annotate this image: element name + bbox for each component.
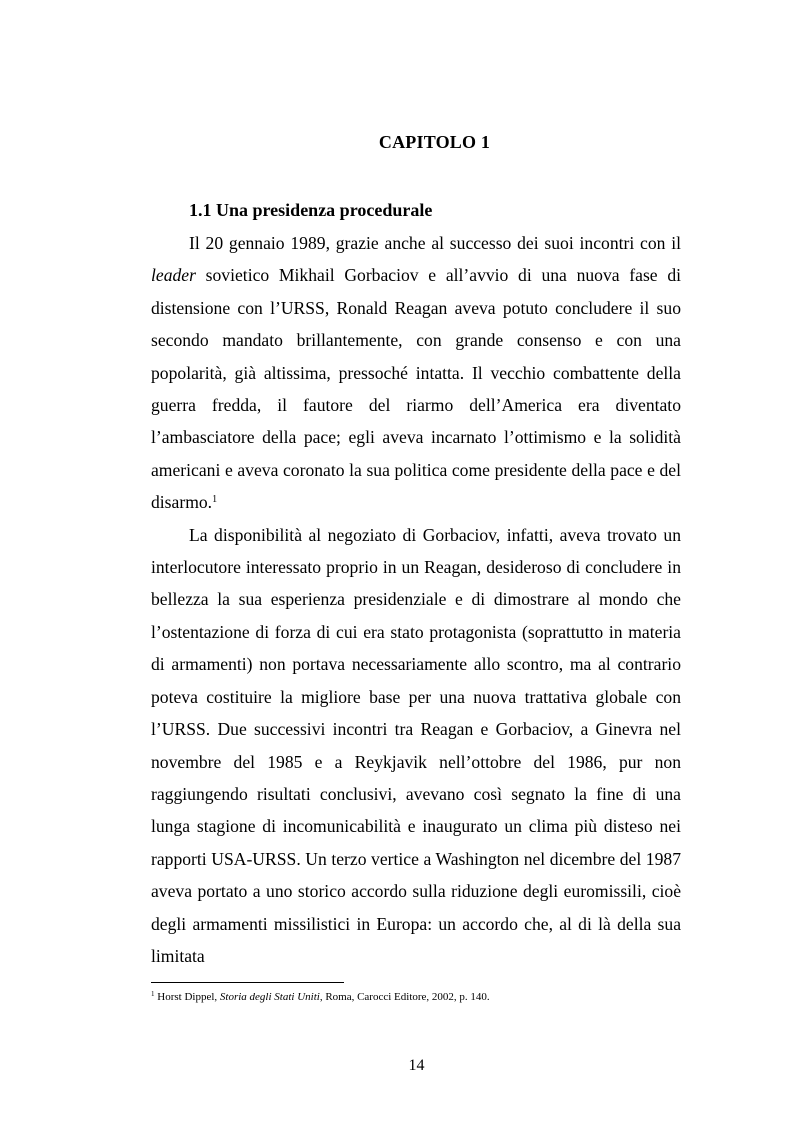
footnote-divider xyxy=(151,982,344,983)
body-text xyxy=(151,227,681,972)
paragraph-1-part-a: Il 20 gennaio 1989, grazie anche al successo dei suoi incontri con il xyxy=(189,233,681,253)
paragraph-1-part-b: sovietico Mikhail Gorbaciov e all’avvio di una nuova fase di distensione con l’URSS, Ronald Reagan aveva potuto concludere il suo secondo mandato brillantemente, con grande consenso e con una popolarità, già altissima, pressoché intatta. Il vecchio combattente della guerra fredda, il fautore del riarmo dell’America era diventato l’ambasciatore della pace; egli aveva incarnato l’ottimismo e la solidità americani e aveva coronato la sua politica come presidente della pace e del disarmo. xyxy=(151,265,681,513)
footnote xyxy=(151,991,490,1003)
paragraph-2: La disponibilità al negoziato di Gorbaciov, infatti, aveva trovato un interlocutore interessato proprio in un Reagan, desideroso di concludere in bellezza la sua esperienza presidenziale e di dimostrare al mondo che l’ostentazione di forza di cui era stato protagonista (soprattutto in materia di armamenti) non portava necessariamente allo scontro, ma al contrario poteva costituire la migliore base per una nuova trattativa globale con l’URSS. Due successivi incontri tra Reagan e Gorbaciov, a Ginevra nel novembre del 1985 e a Reykjavik nell’ottobre del 1986, pur non raggiungendo risultati conclusivi, avevano così segnato la fine di una lunga stagione di incomunicabilità e inaugurato un clima più disteso nei rapporti USA-URSS. Un terzo vertice a Washington nel dicembre del 1987 aveva portato a uno storico accordo sulla riduzione degli euromissili, cioè degli armamenti missilistici in Europa: un accordo che, al di là della sua limitata xyxy=(151,524,681,966)
footnote-book-title: Storia degli Stati Uniti xyxy=(219,991,320,1003)
footnote-reference[interactable]: 1 xyxy=(212,494,218,506)
chapter-title: CAPITOLO 1 xyxy=(378,132,491,152)
footnote-author: Horst Dippel, xyxy=(157,991,220,1003)
paragraph-1-italic: leader xyxy=(151,265,196,286)
footnote-citation: , Roma, Carocci Editore, 2002, p. 140. xyxy=(319,991,490,1003)
paragraph-1 xyxy=(151,227,681,519)
page-number: 14 xyxy=(408,1057,425,1074)
footnote-number: 1 xyxy=(151,990,155,998)
section-title: 1.1 Una presidenza procedurale xyxy=(189,200,433,220)
